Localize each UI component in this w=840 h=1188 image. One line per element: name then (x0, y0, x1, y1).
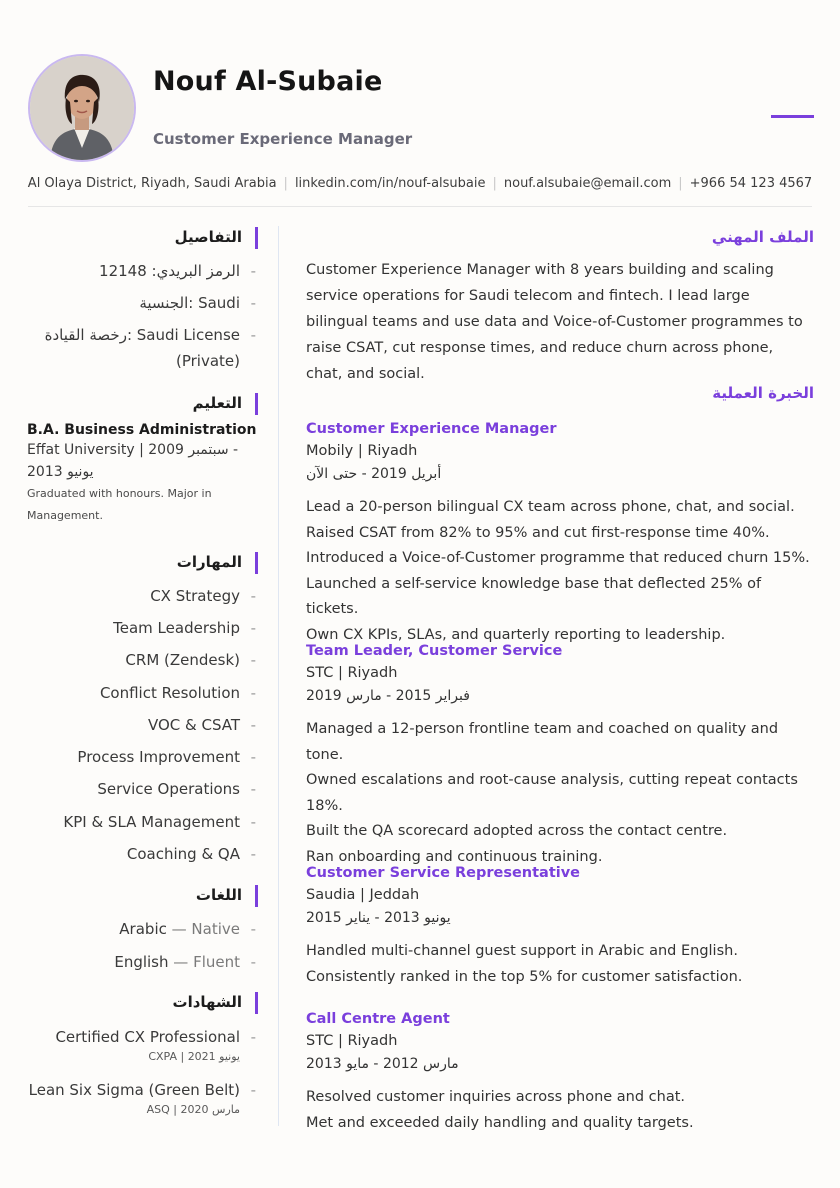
job-dates: فبراير 2015 - مارس 2019 (306, 688, 470, 704)
skill-item: Coaching & QA - (126, 845, 256, 863)
job-company: Saudia | Jeddah (306, 887, 420, 903)
contact-phone[interactable]: +966 54 123 4567 (689, 176, 813, 191)
education-heading: التعليم (20, 394, 258, 412)
skill-item: Service Operations - (97, 780, 256, 798)
job-bullet: Resolved customer inquiries across phone and chat. (306, 1089, 686, 1105)
detail-license-type: (Private) (176, 352, 240, 370)
contact-email[interactable]: nouf.alsubaie@email.com (503, 176, 672, 191)
job-bullet: Handled multi-channel guest support in Arabic and English. (306, 943, 738, 959)
job-dates: أبريل 2019 - حتى الآن (306, 466, 442, 482)
job-bullet: Built the QA scorecard adopted across the contact centre. (306, 823, 728, 839)
job-bullets (306, 1085, 814, 1136)
job-bullets (306, 939, 814, 990)
contact-address: Al Olaya District, Riyadh, Saudi Arabia (27, 176, 277, 191)
separator: | (678, 176, 683, 191)
skills-heading: المهارات (20, 553, 258, 571)
headline: Customer Experience Manager (153, 130, 413, 148)
cert-name: Certified CX Professional - (55, 1028, 256, 1046)
languages-heading: اللغات (20, 886, 258, 904)
certs-heading: الشهادات (20, 993, 258, 1011)
skill-item: KPI & SLA Management - (63, 813, 256, 831)
degree: B.A. Business Administration (27, 422, 257, 438)
separator: | (492, 176, 497, 191)
language-item: Arabic — Native - (119, 920, 256, 938)
detail-nationality: الجنسية: Saudi - (139, 294, 256, 312)
job-dates: مارس 2012 - مايو 2013 (306, 1056, 459, 1072)
detail-license: رخصة القيادة: Saudi License - (44, 326, 256, 344)
skill-item: CX Strategy - (150, 587, 256, 605)
experience-heading: الخبرة العملية (712, 384, 814, 402)
skill-item: Team Leadership - (113, 619, 256, 637)
education-note: Graduated with honours. Major in Management. (27, 487, 212, 522)
job-title: Customer Service Representative (306, 865, 581, 881)
skill-item: VOC & CSAT - (147, 716, 256, 734)
job-bullet: Owned escalations and root-cause analysis, cutting repeat contacts 18%. (306, 772, 798, 814)
candidate-name: Nouf Al-Subaie (153, 66, 383, 97)
detail-postcode: الرمز البريدي: 12148 - (99, 262, 256, 280)
job-bullet: Raised CSAT from 82% to 95% and cut first-response time 40%. (306, 524, 770, 541)
column-divider (278, 226, 279, 1126)
profile-paragraph: Customer Experience Manager with 8 years building and scaling service operations for Saudi telecom and fintech. I lead large bilingual teams and use data and Voice-of-Customer programmes to raise CSAT, cut response times, and reduce churn across phone, chat, and social. (306, 262, 803, 382)
skill-item: Conflict Resolution - (99, 684, 256, 702)
language-item: English — Fluent - (114, 953, 256, 971)
education-end-date: يونيو 2013 (27, 464, 94, 480)
job-title: Customer Experience Manager (306, 421, 557, 437)
job-entry (306, 418, 814, 648)
cert-name: Lean Six Sigma (Green Belt) - (28, 1081, 256, 1099)
job-entry (306, 640, 814, 870)
separator: | (283, 176, 288, 191)
job-entry (306, 862, 814, 990)
job-bullet: Met and exceeded daily handling and quality targets. (306, 1114, 694, 1131)
details-heading: التفاصيل (20, 228, 258, 246)
cert-meta: ASQ | مارس 2020 (146, 1103, 240, 1116)
job-bullet: Ran onboarding and continuous training. (306, 848, 603, 865)
school-line: Effat University | سبتمبر 2009 - (27, 442, 239, 458)
job-title: Team Leader, Customer Service (306, 643, 563, 659)
job-bullet: Introduced a Voice-of-Customer programme that reduced churn 15%. (306, 550, 810, 566)
job-bullet: Lead a 20-person bilingual CX team across phone, chat, and social. (306, 499, 795, 515)
accent-line (771, 115, 814, 118)
job-company: Mobily | Riyadh (306, 443, 418, 459)
job-entry (306, 1008, 814, 1136)
job-bullet: Own CX KPIs, SLAs, and quarterly reporting to leadership. (306, 626, 726, 643)
job-company: STC | Riyadh (306, 1033, 398, 1049)
contact-linkedin[interactable]: linkedin.com/in/nouf-alsubaie (294, 176, 486, 191)
job-company: STC | Riyadh (306, 665, 398, 681)
education-entry (27, 422, 257, 527)
skill-item: Process Improvement - (77, 748, 256, 766)
profile-heading: الملف المهني (711, 228, 814, 246)
job-title: Call Centre Agent (306, 1011, 450, 1027)
job-bullet: Managed a 12-person frontline team and coached on quality and tone. (306, 721, 779, 763)
job-bullet: Launched a self-service knowledge base that deflected 25% of tickets. (306, 575, 762, 617)
job-dates: يونيو 2013 - يناير 2015 (306, 910, 451, 926)
job-bullets (306, 717, 814, 870)
skill-item: CRM (Zendesk) - (125, 651, 256, 669)
cert-meta: CXPA | يونيو 2021 (148, 1050, 240, 1063)
job-bullets (306, 495, 814, 648)
job-bullet: Consistently ranked in the top 5% for customer satisfaction. (306, 968, 743, 985)
profile-text (306, 257, 814, 387)
